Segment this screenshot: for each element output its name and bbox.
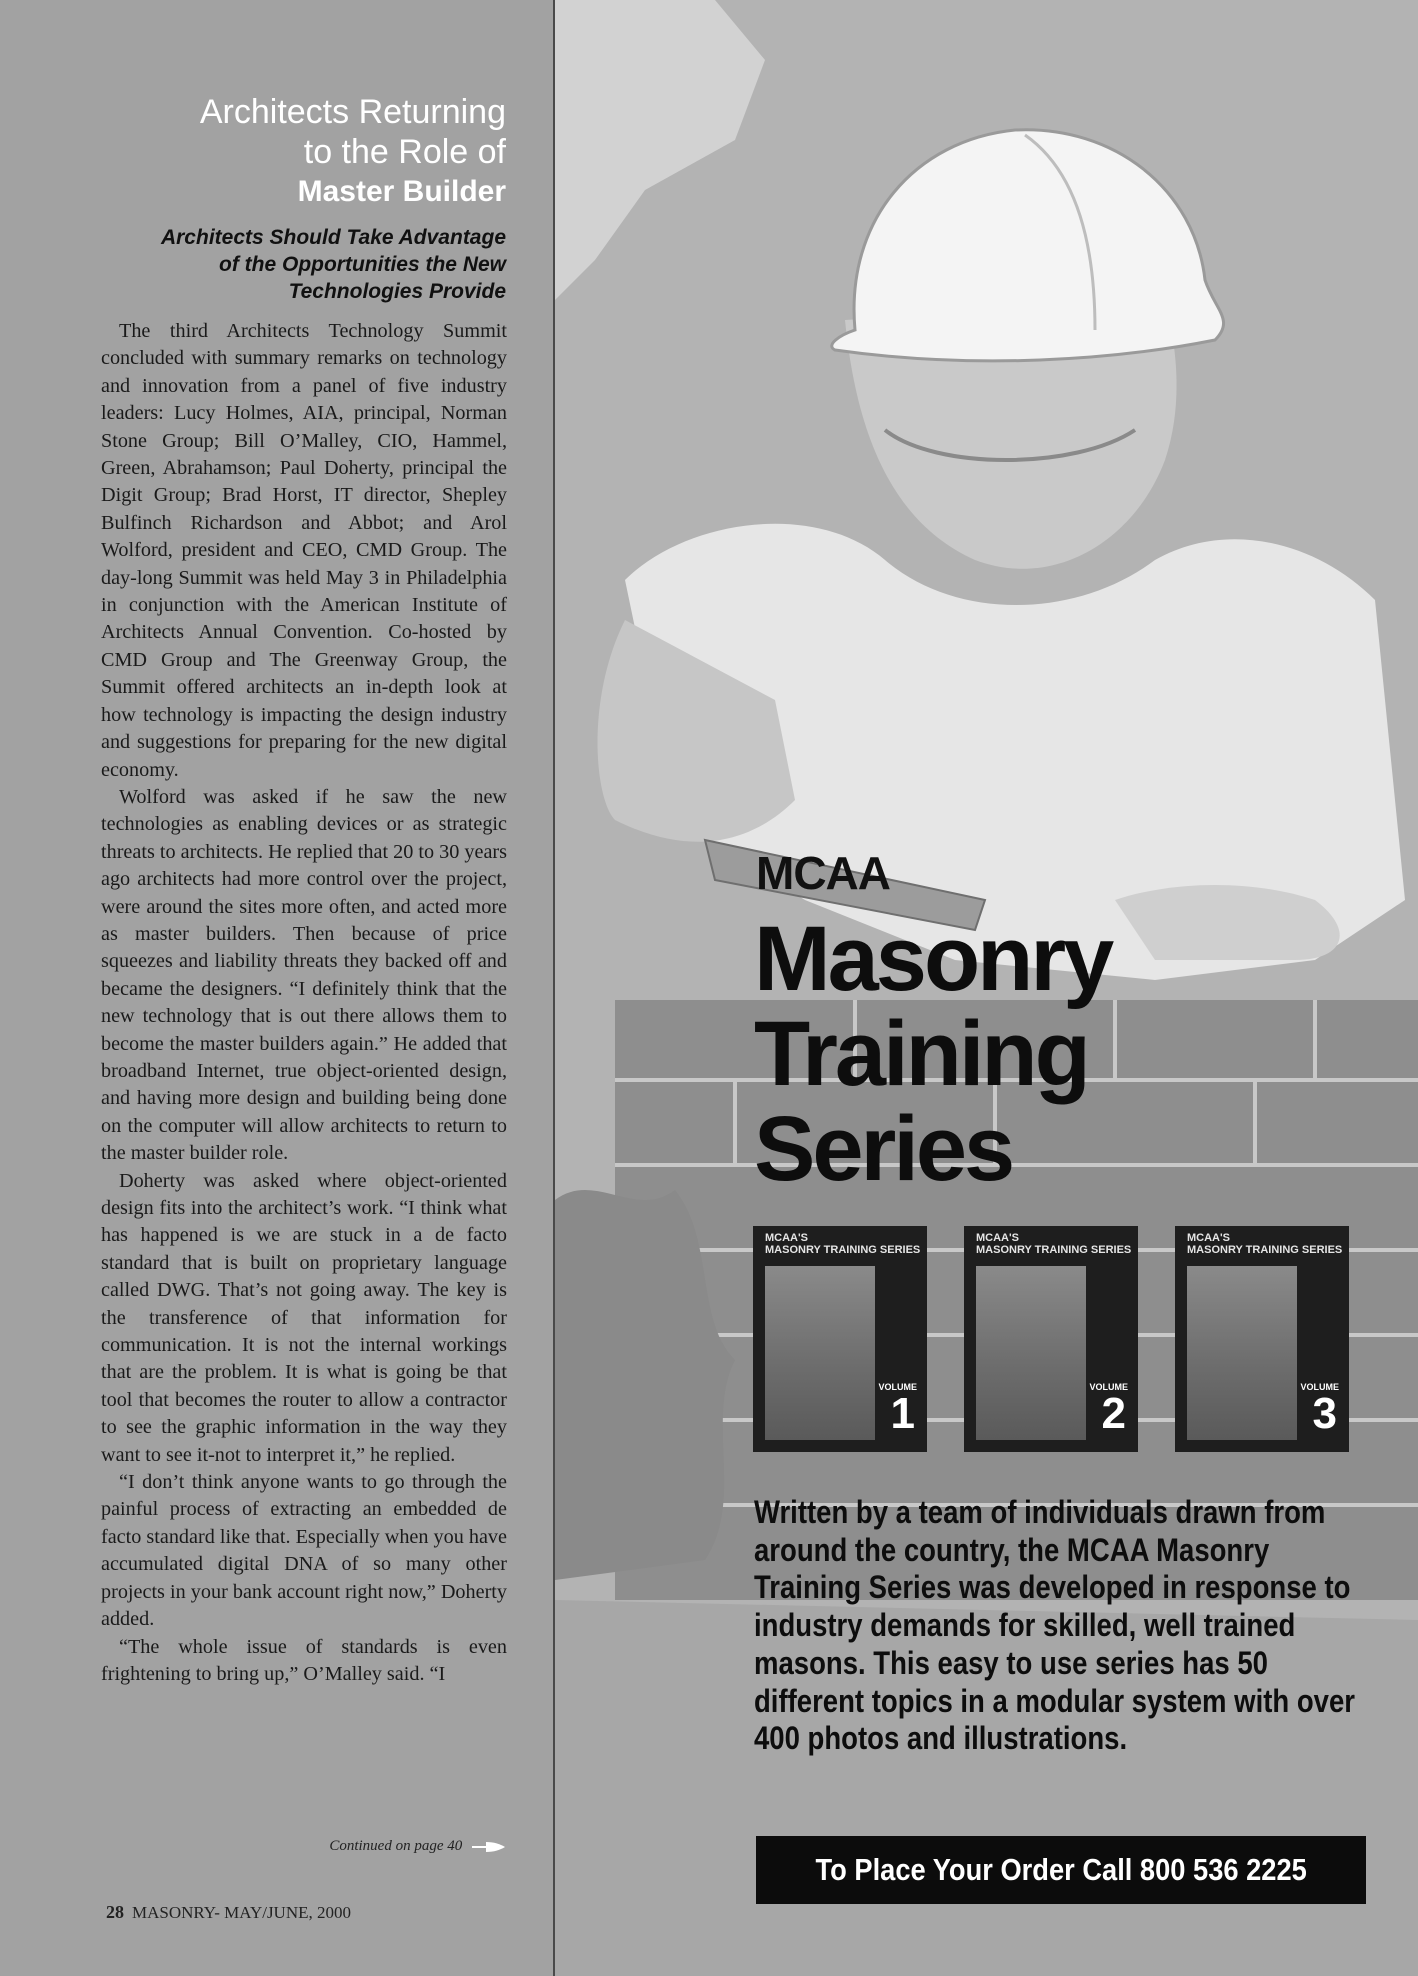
volume-label: VOLUME xyxy=(1089,1382,1128,1392)
order-banner xyxy=(756,1836,1366,1904)
page-folio xyxy=(106,1902,351,1923)
volume-label: VOLUME xyxy=(878,1382,917,1392)
cover-illustration xyxy=(976,1266,1086,1440)
advertisement xyxy=(555,0,1418,1976)
paragraph: “The whole issue of standards is even frightening to bring up,” O’Malley said. “I xyxy=(101,1635,507,1685)
volume-label: VOLUME xyxy=(1300,1382,1339,1392)
book-cover-volume-1 xyxy=(753,1226,927,1452)
continued-note xyxy=(280,1838,506,1855)
deck-line-3: Technologies Provide xyxy=(288,280,506,303)
continued-text: Continued on page 40 xyxy=(329,1838,463,1854)
order-text: To Place Your Order Call 800 536 2225 xyxy=(815,1852,1307,1887)
deck-line-1: Architects Should Take Advantage xyxy=(160,226,506,249)
book-cover-volume-2 xyxy=(964,1226,1138,1452)
book-title: MCAA'S MASONRY TRAINING SERIES xyxy=(765,1232,921,1256)
folio-text: MASONRY- MAY/JUNE, 2000 xyxy=(132,1903,351,1922)
page-number: 28 xyxy=(106,1902,124,1922)
paragraph: Doherty was asked where object-oriented design fits into the architect’s work. “I think what has happened is we are stuck in a de facto standard that is built on proprietary language called DWG. That’s not going away. The key is the transference of that information for communication. It is not the internal workings that are the problem. It is what is going be that tool that becomes the router to allow a contractor to see the graphic information in the way they want to see it-not to interpret it,” he replied. xyxy=(101,1169,507,1466)
book-cover-volume-3 xyxy=(1175,1226,1349,1452)
book-title: MCAA'S MASONRY TRAINING SERIES xyxy=(976,1232,1132,1256)
headline-line-1: Architects Returning xyxy=(199,93,506,131)
ad-title xyxy=(754,908,1112,1200)
article-body xyxy=(101,318,507,1688)
headline-line-3: Master Builder xyxy=(297,175,506,208)
cover-illustration xyxy=(765,1266,875,1440)
cover-illustration xyxy=(1187,1266,1297,1440)
paragraph: Wolford was asked if he saw the new technologies as enabling devices or as strategic threats to architects. He replied that 20 to 30 years ago architects had more control over the project, were around the sites more often, and acted more as master builders. Then because of price squeezes and liability threats they backed off and became the designers. “I definitely think that the new technology that is out there allows them to become the master builders again.” He added that broadband Internet, true object-oriented design, and having more design and building being done on the computer will allow architects to return to the master builder role. xyxy=(101,785,507,1165)
volume-number: 2 xyxy=(1101,1389,1126,1438)
headline-line-2: to the Role of xyxy=(303,133,506,171)
article-column xyxy=(0,0,553,1976)
paragraph: “I don’t think anyone wants to go through the painful process of extracting an embedded de facto standard like that. Especially when you have accumulated digital DNA of so many other projects in your bank account right now,” Doherty added. xyxy=(101,1471,507,1631)
ad-title-line-3: Series xyxy=(754,1098,1013,1200)
article-deck xyxy=(100,224,506,305)
article-headline xyxy=(100,92,506,212)
arrow-right-icon xyxy=(472,1840,506,1854)
paragraph: The third Architects Technology Summit concluded with summary remarks on technology and innovation from a panel of five industry leaders: Lucy Holmes, AIA, principal, Norman Stone Group; Bill O’Malley, CIO, Hammel, Green, Abrahamson; Paul Doherty, principal the Digit Group; Brad Horst, IT director, Shepley Bulfinch Richardson and Abbot; and Arol Wolford, president and CEO, CMD Group. The day-long Summit was held May 3 in Philadelphia in conjunction with the American Institute of Architects Annual Convention. Co-hosted by CMD Group and The Greenway Group, the Summit offered architects an in-depth look at how technology is impacting the design industry and suggestions for preparing for the new digital economy. xyxy=(101,320,507,781)
ad-brand: MCAA xyxy=(756,847,890,899)
book-title: MCAA'S MASONRY TRAINING SERIES xyxy=(1187,1232,1343,1256)
ad-title-line-1: Masonry xyxy=(754,908,1112,1010)
volume-number: 3 xyxy=(1312,1389,1337,1438)
volume-number: 1 xyxy=(890,1389,915,1438)
ad-title-line-2: Training xyxy=(754,1003,1088,1105)
deck-line-2: of the Opportunities the New xyxy=(219,253,506,276)
ad-blurb: Written by a team of individuals drawn from around the country, the MCAA Masonry Training Series was developed in response to industry demands for skilled, well trained masons. This easy to use series has 50 different topics in a modular system with over 400 photos and illustrations. xyxy=(754,1494,1355,1757)
